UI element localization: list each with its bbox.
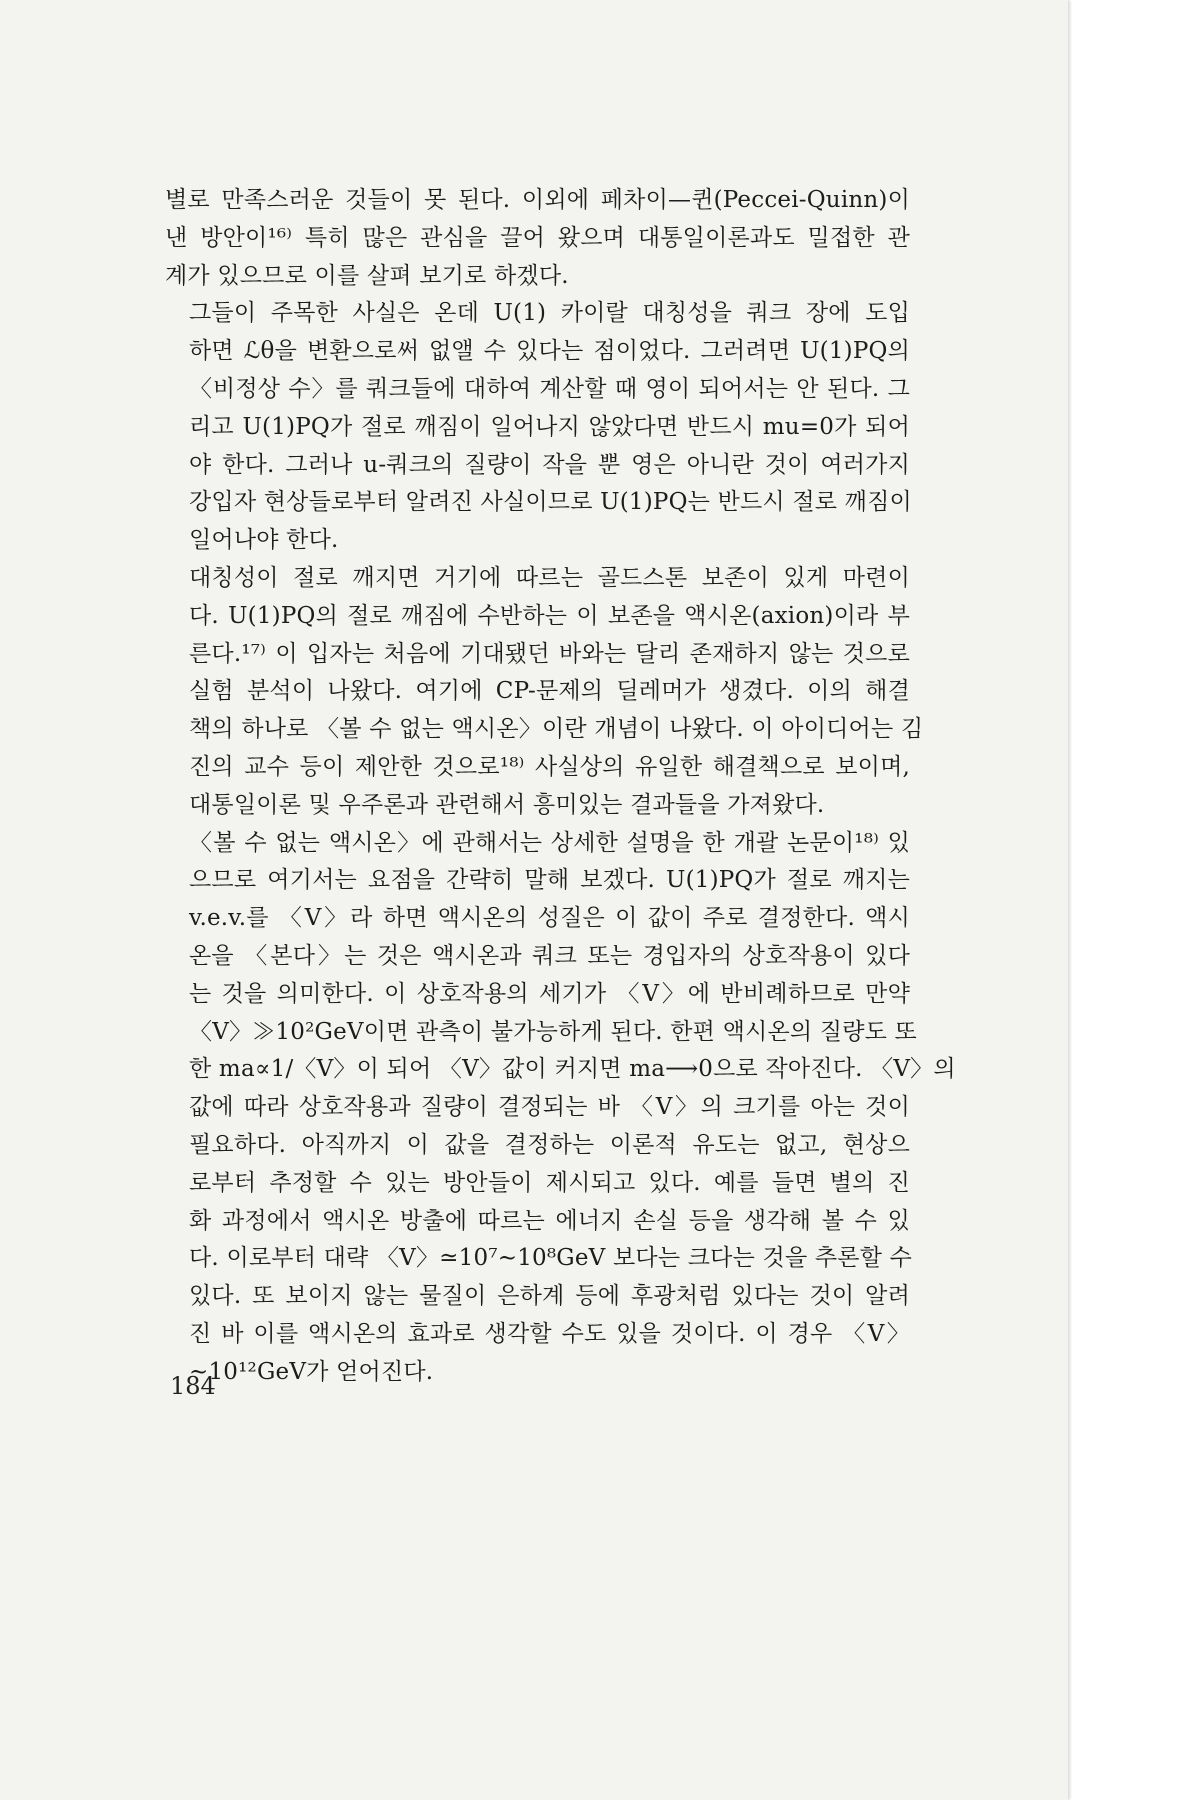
text-line: 계가 있으므로 이를 살펴 보기로 하겠다.	[165, 262, 569, 289]
text-line: 그들이 주목한 사실은 온데 U(1) 카이랄 대칭성을 쿼크 장에 도입	[189, 300, 910, 327]
page-number: 184	[170, 1372, 216, 1400]
text-line: 온을 〈본다〉는 것은 액시온과 쿼크 또는 경입자의 상호작용이 있다	[189, 942, 910, 969]
text-line: 른다.¹⁷⁾ 이 입자는 처음에 기대됐던 바와는 달리 존재하지 않는 것으로	[189, 640, 910, 667]
text-line: 〈비정상 수〉를 쿼크들에 대하여 계산할 때 영이 되어서는 안 된다. 그	[189, 375, 910, 402]
text-line: 다. 이로부터 대략 〈V〉≃10⁷∼10⁸GeV 보다는 크다는 것을 추론할 수	[189, 1245, 913, 1272]
paragraph	[165, 825, 956, 1392]
text-line: 낸 방안이¹⁶⁾ 특히 많은 관심을 끌어 왔으며 대통일이론과도 밀접한 관	[165, 224, 910, 251]
text-line: 대통일이론 및 우주론과 관련해서 흥미있는 결과들을 가져왔다.	[189, 791, 825, 818]
body-text	[165, 182, 956, 1392]
text-line: 강입자 현상들로부터 알려진 사실이므로 U(1)PQ는 반드시 절로 깨짐이	[189, 489, 912, 516]
text-line: 일어나야 한다.	[189, 527, 339, 554]
paragraph	[165, 295, 910, 560]
text-line: 별로 만족스러운 것들이 못 된다. 이외에 페차이—퀸(Peccei-Quinn)이	[165, 187, 910, 213]
text-line: 책의 하나로 〈볼 수 없는 액시온〉이란 개념이 나왔다. 이 아이디어는 김	[189, 716, 924, 743]
text-line: v.e.v.를 〈V〉라 하면 액시온의 성질은 이 값이 주로 결정한다. 액시	[189, 905, 910, 932]
text-line: 으므로 여기서는 요점을 간략히 말해 보겠다. U(1)PQ가 절로 깨지는	[189, 867, 910, 894]
text-line: 한 ma∝1/〈V〉이 되어 〈V〉값이 커지면 ma⟶0으로 작아진다. 〈V〉의	[189, 1056, 956, 1083]
text-line: 진 바 이를 액시온의 효과로 생각할 수도 있을 것이다. 이 경우 〈V〉	[189, 1320, 910, 1347]
text-line: 야 한다. 그러나 u-쿼크의 질량이 작을 뿐 영은 아니란 것이 여러가지	[189, 451, 910, 478]
text-line: 하면 ℒθ을 변환으로써 없앨 수 있다는 점이었다. 그러려면 U(1)PQ의	[189, 338, 910, 365]
text-line: 있다. 또 보이지 않는 물질이 은하계 등에 후광처럼 있다는 것이 알려	[189, 1283, 910, 1310]
text-line: 는 것을 의미한다. 이 상호작용의 세기가 〈V〉에 반비례하므로 만약	[189, 980, 910, 1007]
paragraph	[165, 182, 910, 295]
text-line: 다. U(1)PQ의 절로 깨짐에 수반하는 이 보존을 액시온(axion)이라 부	[189, 602, 910, 629]
text-line: 대칭성이 절로 깨지면 거기에 따르는 골드스톤 보존이 있게 마련이	[189, 564, 910, 591]
text-line: 실험 분석이 나왔다. 여기에 CP-문제의 딜레머가 생겼다. 이의 해결	[189, 678, 910, 705]
text-line: ∼10¹²GeV가 얻어진다.	[189, 1358, 434, 1385]
text-line: 리고 U(1)PQ가 절로 깨짐이 일어나지 않았다면 반드시 mu=0가 되어	[189, 413, 910, 440]
text-line: 값에 따라 상호작용과 질량이 결정되는 바 〈V〉의 크기를 아는 것이	[189, 1094, 910, 1121]
paragraph	[165, 560, 924, 825]
text-line: 필요하다. 아직까지 이 값을 결정하는 이론적 유도는 없고, 현상으	[189, 1131, 910, 1158]
text-line: 로부터 추정할 수 있는 방안들이 제시되고 있다. 예를 들면 별의 진	[189, 1169, 910, 1196]
text-line: 〈볼 수 없는 액시온〉에 관해서는 상세한 설명을 한 개괄 논문이¹⁸⁾ 있	[189, 829, 910, 856]
text-line: 진의 교수 등이 제안한 것으로¹⁸⁾ 사실상의 유일한 해결책으로 보이며,	[189, 753, 910, 780]
text-line: 화 과정에서 액시온 방출에 따르는 에너지 손실 등을 생각해 볼 수 있	[189, 1207, 910, 1234]
text-line: 〈V〉≫10²GeV이면 관측이 불가능하게 된다. 한편 액시온의 질량도 또	[189, 1018, 917, 1045]
